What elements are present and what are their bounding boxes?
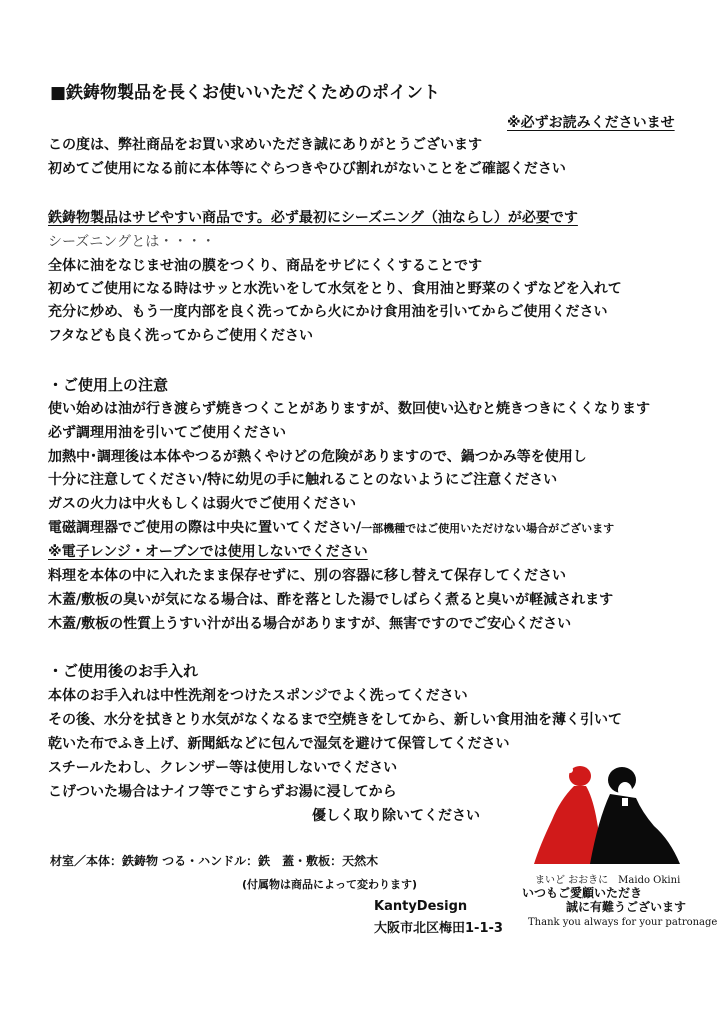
usage-line: 加熱中･調理後は本体やつるが熱くやけどの危険がありますので、鍋つかみ等を使用し bbox=[48, 449, 587, 465]
seasoning-subheading: シーズニングとは・・・・ bbox=[48, 234, 216, 250]
seasoning-heading: 鉄鋳物製品はサビやすい商品です。必ず最初にシーズニング（油ならし）が必要です bbox=[48, 210, 578, 226]
thanks-line-1: まいど おおきに Maido Okini bbox=[535, 875, 681, 886]
care-line: 優しく取り除いてください bbox=[312, 808, 480, 824]
care-line: 乾いた布でふき上げ、新聞紙などに包んで湿気を避けて保管してください bbox=[48, 736, 510, 752]
must-read-note: ※必ずお読みくださいませ bbox=[507, 115, 675, 131]
usage-line: ガスの火力は中火もしくは弱火でご使用ください bbox=[48, 496, 356, 512]
page-title: ■鉄鋳物製品を長くお使いいただくためのポイント bbox=[50, 83, 441, 103]
care-line: 本体のお手入れは中性洗剤をつけたスポンジでよく洗ってください bbox=[48, 688, 468, 704]
care-line: スチールたわし、クレンザー等は使用しないでください bbox=[48, 760, 398, 776]
usage-line: 木蓋/敷板の性質上うすい汁が出る場合がありますが、無害ですのでご安心ください bbox=[48, 616, 572, 632]
seasoning-line: 全体に油をなじませ油の膜をつくり、商品をサビにくくすることです bbox=[48, 258, 482, 274]
care-line: その後、水分を拭きとり水気がなくなるまで空焼きをしてから、新しい食用油を薄く引いて bbox=[48, 712, 622, 728]
red-figure-ornament bbox=[567, 767, 573, 773]
seasoning-line: 充分に炒め、もう一度内部を良く洗ってから火にかけ食用油を引いてからご使用ください bbox=[48, 304, 608, 320]
seasoning-line: 初めてご使用になる時はサッと水洗いをして水気をとり、食用油と野菜のくずなどを入れて bbox=[48, 281, 622, 297]
usage-line: 必ず調理用油を引いてご使用ください bbox=[48, 425, 286, 441]
company-name: KantyDesign bbox=[374, 899, 468, 914]
material-line: 材室／本体：鉄鋳物 つる・ハンドル：鉄 蓋・敷板：天然木 bbox=[50, 854, 379, 868]
usage-line: 十分に注意してください/特に幼児の手に触れることのないようにご注意ください bbox=[48, 472, 558, 488]
usage-line: 使い始めは油が行き渡らず焼きつくことがありますが、数回使い込むと焼きつきにくくなります bbox=[48, 401, 650, 417]
black-figure-collar bbox=[622, 798, 628, 806]
thanks-line-3: 誠に有難うございます bbox=[566, 900, 687, 914]
black-figure-body bbox=[590, 794, 680, 864]
induction-main: 電磁調理器でご使用の際は中央に置いてください/ bbox=[48, 520, 362, 536]
thanks-line-2: いつもご愛顧いただき bbox=[522, 886, 643, 900]
usage-line: 料理を本体の中に入れたまま保存せずに、別の容器に移し替えて保存してください bbox=[48, 568, 566, 584]
care-line: こげついた場合はナイフ等でこすらずお湯に浸してから bbox=[48, 784, 397, 800]
usage-line: 木蓋/敷板の臭いが気になる場合は、酢を落とした湯でしばらく煮ると臭いが軽減されます bbox=[48, 592, 614, 608]
intro-line: この度は、弊社商品をお買い求めいただき誠にありがとうございます bbox=[48, 137, 482, 153]
geisha-illustration bbox=[530, 760, 690, 870]
microwave-warning: ※電子レンジ・オーブンでは使用しないでください bbox=[48, 544, 368, 560]
induction-note: 一部機種ではご使用いただけない場合がございます bbox=[361, 522, 615, 535]
usage-heading: ・ご使用上の注意 bbox=[48, 376, 169, 394]
care-heading: ・ご使用後のお手入れ bbox=[48, 662, 199, 680]
accessory-note: (付属物は商品によって変わります) bbox=[242, 878, 418, 891]
intro-line: 初めてご使用になる前に本体等にぐらつきやひび割れがないことをご確認ください bbox=[48, 161, 566, 177]
company-address: 大阪市北区梅田1-1-3 bbox=[374, 921, 503, 936]
thanks-line-4: Thank you always for your patronage bbox=[528, 917, 718, 928]
seasoning-line: フタなども良く洗ってからご使用ください bbox=[48, 328, 314, 344]
induction-line bbox=[48, 519, 614, 538]
